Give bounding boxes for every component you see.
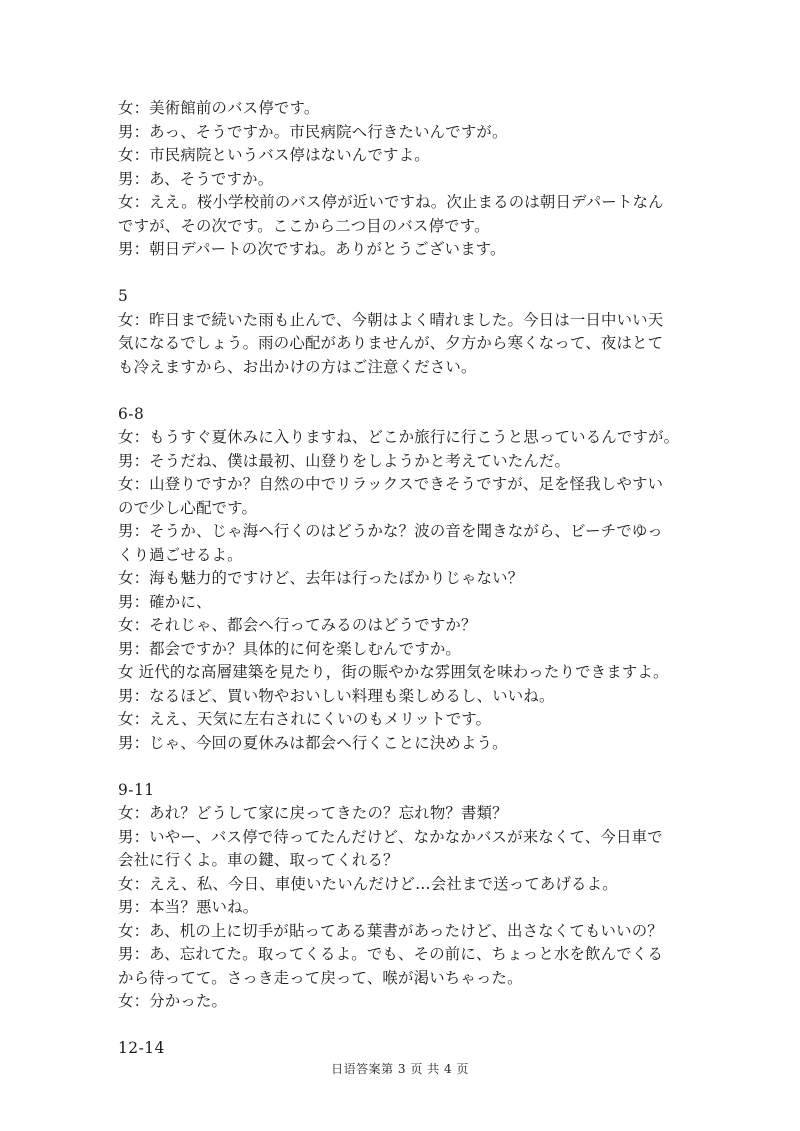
dialogue-line: 男：確かに、 bbox=[118, 592, 212, 611]
dialogue-line: 男：あ、そうですか。 bbox=[118, 169, 274, 188]
dialogue-section bbox=[118, 285, 688, 379]
dialogue-line: 気になるでしょう。雨の心配がありませんが、夕方から寒くなって、夜はとて bbox=[118, 334, 664, 352]
dialogue-line: 男：そうか、じゃ海へ行くのはどうかな？波の音を聞きながら、ビーチでゆっ bbox=[118, 522, 663, 540]
dialogue-section bbox=[118, 1037, 688, 1061]
dialogue-line: ので少し心配です。 bbox=[118, 498, 258, 517]
dialogue-line: 男：そうだね、僕は最初、山登りをしようかと考えていたんだ。 bbox=[118, 451, 571, 470]
dialogue-line: 女：もうすぐ夏休みに入りますね、どこか旅行に行こうと思っているんですが。 bbox=[118, 428, 680, 446]
page-footer: 日语答案第 3 页 共 4 页 bbox=[331, 1062, 469, 1076]
dialogue-line: 男：あ、忘れてた。取ってくるよ。でも、その前に、ちょっと水を飲んでくる bbox=[118, 945, 664, 963]
dialogue-line: 女：昨日まで続いた雨も止んで、今朝はよく晴れました。今日は一日中いい天 bbox=[118, 310, 664, 329]
dialogue-line: 男：朝日デパートの次ですね。ありがとうございます。 bbox=[118, 240, 506, 258]
dialogue-line: 会社に行くよ。車の鍵、取ってくれる？ bbox=[118, 851, 399, 869]
dialogue-line: 男：じゃ、今回の夏休みは都会へ行くことに決めよう。 bbox=[118, 733, 508, 752]
section-number: 5 bbox=[118, 287, 129, 305]
section-number: 12-14 bbox=[118, 1039, 165, 1057]
dialogue-section bbox=[118, 779, 688, 1014]
dialogue-line: も冷えますから、お出かけの方はご注意ください。 bbox=[118, 357, 477, 376]
dialogue-line: 女：ええ、私、今日、車使いたいんだけど…会社まで送ってあげるよ。 bbox=[118, 874, 618, 893]
dialogue-line: ですが、その次です。ここから二つ目のバス停です。 bbox=[118, 216, 490, 235]
dialogue-line: から待ってて。さっき走って戻って、喉が渇いちゃった。 bbox=[118, 968, 523, 987]
dialogue-line: 女：ええ。桜小学校前のバス停が近いですね。次止まるのは朝日デパートなん bbox=[118, 193, 664, 211]
dialogue-line: 男：本当？悪いね。 bbox=[118, 898, 259, 916]
dialogue-section bbox=[118, 97, 688, 262]
dialogue-line: 女：ええ、天気に左右されにくいのもメリットです。 bbox=[118, 710, 492, 728]
dialogue-line: 女：市民病院というバス停はないんですよ。 bbox=[118, 146, 430, 164]
dialogue-line: 男：なるほど、買い物やおいしい料理も楽しめるし、いいね。 bbox=[118, 686, 555, 705]
dialogue-line: 女：あれ？どうして家に戻ってきたの？忘れ物？書類？ bbox=[118, 804, 508, 822]
dialogue-line: くり過ごせるよ。 bbox=[118, 545, 243, 564]
section-number: 6-8 bbox=[118, 404, 145, 423]
document-body bbox=[118, 97, 688, 1084]
dialogue-line: 男：あっ、そうですか。市民病院へ行きたいんですが。 bbox=[118, 122, 508, 141]
dialogue-line: 女：美術館前のバス停です。 bbox=[118, 99, 320, 117]
dialogue-line: 男：都会ですか？具体的に何を楽しむんですか。 bbox=[118, 639, 461, 658]
dialogue-line: 女：分かった。 bbox=[118, 992, 228, 1010]
dialogue-line: 女：海も魅力的ですけど、去年は行ったばかりじゃない？ bbox=[118, 569, 524, 587]
section-number: 9-11 bbox=[118, 780, 155, 799]
dialogue-line: 男：いやー、バス停で待ってたんだけど、なかなかバスが来なくて、今日車で bbox=[118, 827, 663, 846]
dialogue-line: 女 近代的な高層建築を見たり，街の賑やかな雰囲気を味わったりできますよ。 bbox=[118, 663, 669, 681]
dialogue-line: 女：それじゃ、都会へ行ってみるのはどうですか？ bbox=[118, 616, 477, 634]
dialogue-section bbox=[118, 403, 688, 756]
dialogue-line: 女：山登りですか？自然の中でリラックスできそうですが、足を怪我しやすい bbox=[118, 475, 664, 493]
dialogue-line: 女：あ、机の上に切手が貼ってある葉書があったけど、出さなくてもいいの？ bbox=[118, 921, 663, 940]
